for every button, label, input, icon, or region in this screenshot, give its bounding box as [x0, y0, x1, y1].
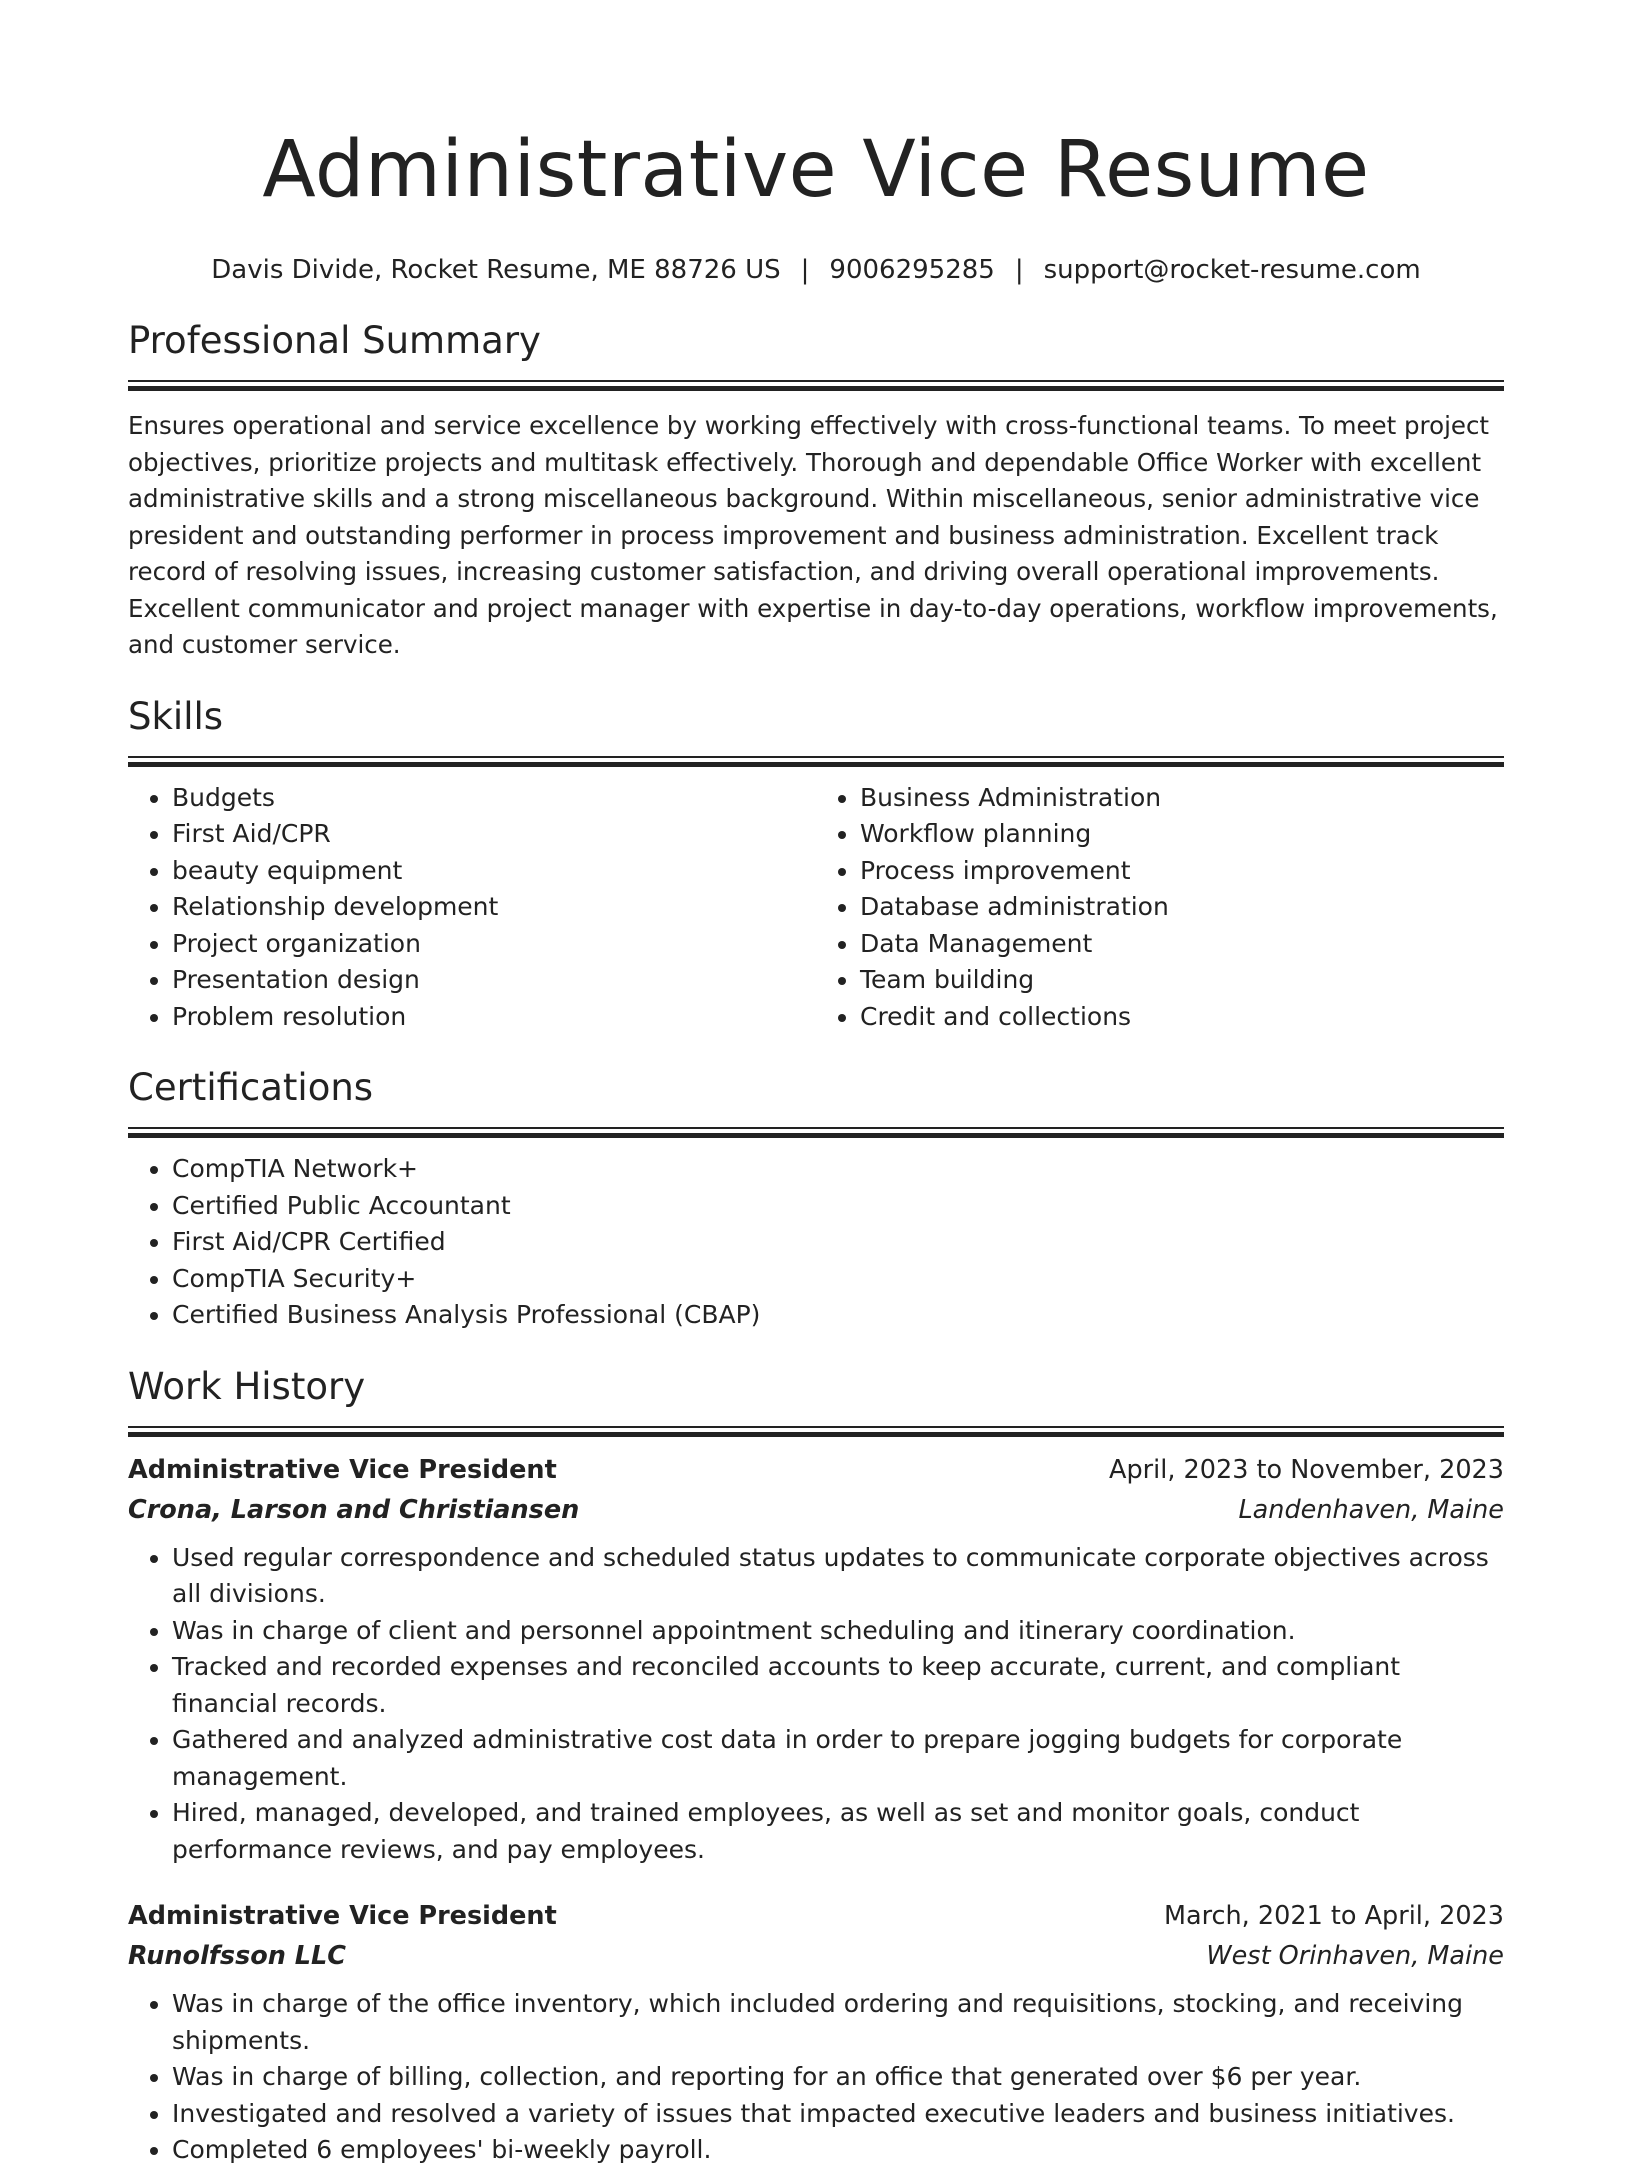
job-entry	[128, 1896, 1504, 2169]
skills-column-left	[128, 780, 816, 1036]
skill-item: • Database administration	[860, 889, 1504, 926]
section-heading-skills: Skills	[128, 694, 224, 738]
job-entry	[128, 1450, 1504, 1869]
job-location: West Orinhaven, Maine	[1206, 1941, 1504, 1971]
contact-separator: |	[1014, 255, 1024, 285]
skill-item: • Presentation design	[172, 962, 816, 999]
skill-item: • Workflow planning	[860, 816, 1504, 853]
skill-item: • Project organization	[172, 926, 816, 963]
job-title: Administrative Vice President	[128, 1454, 557, 1485]
skill-item: • Process improvement	[860, 853, 1504, 890]
job-bullet: • Was in charge of the office inventory, which included ordering and requisitions, stocking, and receiving shipments.	[172, 1986, 1504, 2059]
skill-item: • Relationship development	[172, 889, 816, 926]
certifications-section	[128, 1063, 1504, 1334]
skill-item: • Team building	[860, 962, 1504, 999]
job-header-row	[128, 1896, 1504, 1936]
contact-email: support@rocket-resume.com	[1043, 255, 1421, 285]
skill-item: • Data Management	[860, 926, 1504, 963]
summary-text: Ensures operational and service excellence by working effectively with cross-functional teams. To meet project objectives, prioritize projects and multitask effectively. Thorough and dependable Office Worker with excellent administrative skills and a strong miscellaneous background. Within miscellaneous, senior administrative vice president and outstanding performer in process improvement and business administration. Excellent track record of resolving issues, increasing customer satisfaction, and driving overall operational improvements. Excellent communicator and project manager with expertise in day-to-day operations, workflow improvements, and customer service.	[128, 411, 1498, 659]
certification-item: • Certified Public Accountant	[172, 1188, 1504, 1225]
section-heading-work-history: Work History	[128, 1364, 366, 1408]
section-divider	[128, 1426, 1504, 1436]
job-bullet: • Investigated and resolved a variety of issues that impacted executive leaders and business initiatives.	[172, 2096, 1504, 2133]
job-company: Crona, Larson and Christiansen	[128, 1494, 580, 1525]
skills-list-right	[816, 780, 1504, 1036]
job-header-row	[128, 1450, 1504, 1490]
job-bullet: • Hired, managed, developed, and trained employees, as well as set and monitor goals, conduct performance reviews, and pay employees.	[172, 1795, 1504, 1868]
contact-phone: 9006295285	[829, 255, 995, 285]
summary-section	[128, 316, 1504, 664]
skill-item: • beauty equipment	[172, 853, 816, 890]
job-bullet: • Was in charge of billing, collection, and reporting for an office that generated over $6 per year.	[172, 2059, 1504, 2096]
skills-grid	[128, 780, 1504, 1036]
job-company: Runolfsson LLC	[128, 1941, 347, 1971]
skill-item: • Budgets	[172, 780, 816, 817]
certification-item: • CompTIA Security+	[172, 1261, 1504, 1298]
skill-item: • First Aid/CPR	[172, 816, 816, 853]
section-divider	[128, 1127, 1504, 1137]
skill-item: • Business Administration	[860, 780, 1504, 817]
skills-section	[128, 692, 1504, 1036]
skill-item: • Credit and collections	[860, 999, 1504, 1036]
resume-title: Administrative Vice Resume	[262, 125, 1370, 215]
certifications-list	[128, 1151, 1504, 1334]
job-bullet: • Was in charge of client and personnel appointment scheduling and itinerary coordination.	[172, 1613, 1504, 1650]
contact-separator: |	[800, 255, 810, 285]
job-bullet: • Tracked and recorded expenses and reconciled accounts to keep accurate, current, and compliant financial records.	[172, 1649, 1504, 1722]
certification-item: • CompTIA Network+	[172, 1151, 1504, 1188]
certification-item: • Certified Business Analysis Professional (CBAP)	[172, 1297, 1504, 1334]
contact-address: Davis Divide, Rocket Resume, ME 88726 US	[211, 255, 781, 285]
section-heading-certifications: Certifications	[128, 1066, 374, 1109]
skill-item: • Problem resolution	[172, 999, 816, 1036]
section-divider	[128, 380, 1504, 390]
job-bullet: • Completed 6 employees' bi-weekly payroll.	[172, 2132, 1504, 2169]
job-company-row	[128, 1490, 1504, 1530]
job-bullets	[128, 1986, 1504, 2169]
job-company-row	[128, 1936, 1504, 1976]
work-history-section	[128, 1362, 1504, 2169]
job-dates: April, 2023 to November, 2023	[1109, 1454, 1504, 1485]
job-dates: March, 2021 to April, 2023	[1163, 1901, 1504, 1931]
section-divider	[128, 756, 1504, 766]
skills-column-right	[816, 780, 1504, 1036]
job-location: Landenhaven, Maine	[1238, 1494, 1504, 1525]
skills-list-left	[128, 780, 816, 1036]
certification-item: • First Aid/CPR Certified	[172, 1224, 1504, 1261]
section-heading-summary: Professional Summary	[128, 319, 541, 362]
job-bullet: • Gathered and analyzed administrative cost data in order to prepare jogging budgets for corporate management.	[172, 1722, 1504, 1795]
contact-line	[128, 252, 1504, 288]
job-title: Administrative Vice President	[128, 1901, 557, 1931]
job-bullets	[128, 1540, 1504, 1869]
job-bullet: • Used regular correspondence and scheduled status updates to communicate corporate objectives across all divisions.	[172, 1540, 1504, 1613]
